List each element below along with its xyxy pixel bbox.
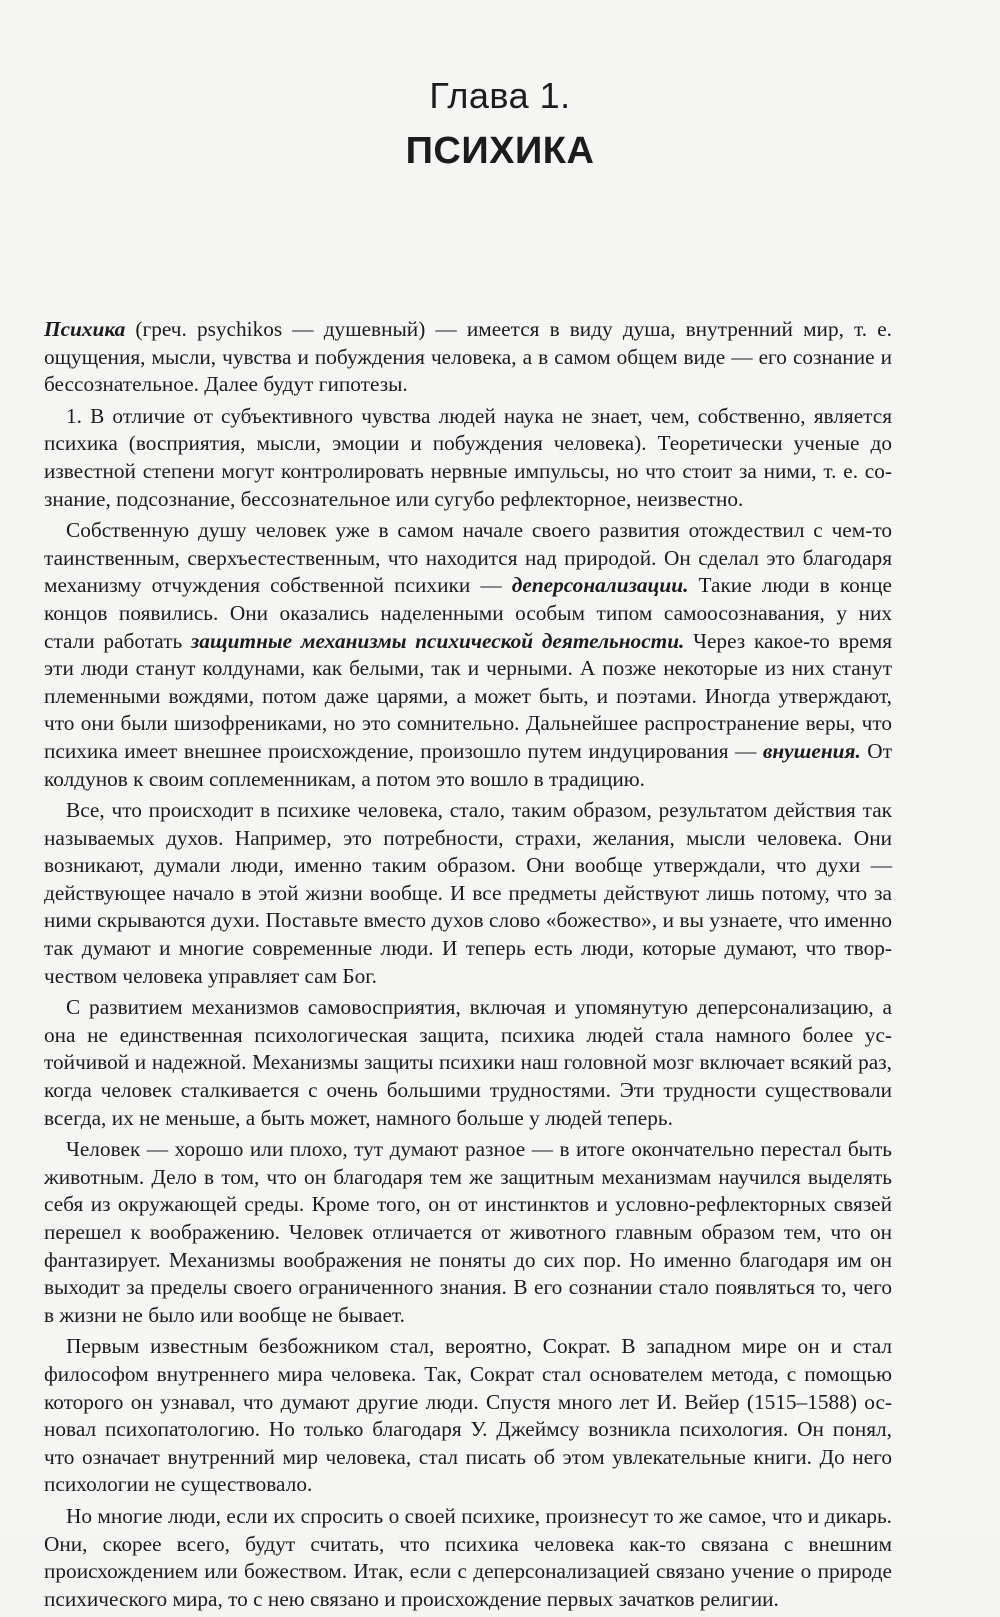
paragraph-definition <box>44 316 892 399</box>
paragraph-text: От колдунов к своим соплеменникам, а потом это вошло в традицию. <box>44 738 892 791</box>
paragraph-3: Все, что происходит в психике человека, стало, таким образом, результатом действия так называемых духов. Например, это потребности, страхи, желания, мысли человека. Они возникают, думали люди, именно таким образом. Они вообще утверждали, что духи — действующее начало в этой жизни вообще. И все предметы действуют лишь потому, что за ними скрываются духи. Поставьте вместо духов слово «божество», и вы узнаете, что именно так думают и многие современные люди. И теперь есть люди, которые думают, что творчеством человека управляет сам Бог. <box>44 798 892 988</box>
term-suggestion: внушения. <box>762 738 861 763</box>
term-depersonalization: деперсонализации. <box>511 573 689 598</box>
paragraph-1: 1. В отличие от субъективного чувства людей наука не знает, чем, собственно, является психика (восприятия, мысли, эмоции и побуждения человека). Теоретически ученые до известной степени могут контролировать нервные импульсы, но что стоит за ними, т. е. сознание, подсознание, бессознательное или сугубо рефлекторное, неизвестно. <box>44 403 892 511</box>
paragraph-text: Такие люди в конце концов появились. Они оказались наделенными особым типом самоосознавания, у них стали работать <box>44 573 892 653</box>
paragraph-text: Собственную душу человек уже в самом начале своего развития отождествил с чем-то таинственным, сверхъестественным, что находится над природой. Он сделал это благодаря механизму отчуждения собственной психики — <box>44 518 892 598</box>
paragraph-5: Человек — хорошо или плохо, тут думают разное — в итоге окончательно перестал быть животным. Дело в том, что он благодаря тем же защитным механизмам научился выделять себя из окружающей среды. Кроме того, он от инстинктов и условно-рефлекторных связей перешел к воображению. Человек отличается от животного главным образом тем, что он фантазирует. Механизмы воображения не поняты до сих пор. Но именно благодаря им он выходит за пределы своего ограниченного знания. В его сознании стало появляться то, чего в жизни не было или вообще не бывает. <box>44 1137 892 1327</box>
paragraph-7: Но многие люди, если их спросить о своей психике, произнесут то же самое, что и дикарь. Они, скорее всего, будут считать, что психика человека как-то связана с внешним происхождением или божеством. Итак, если с деперсонализацией связано учение о природе психического мира, то с нею связано и происхождение первых зачатков религии. <box>44 1503 892 1611</box>
paragraph-4: С развитием механизмов самовосприятия, включая и упомянутую деперсонализацию, а она не единственная психологическая защита, психика людей стала намного более устойчивой и надежной. Механизмы защиты психики наш головной мозг включает всякий раз, когда человек сталкивается с очень большими трудностями. Эти трудности существовали всегда, их не меньше, а быть может, намного больше у людей теперь. <box>44 995 892 1130</box>
paragraph-text: (греч. psychikos — душевный) — имеется в виду душа, внутренний мир, т. е. ощущения, мысли, чувства и побуждения человека, а в самом общем виде — его сознание и бессознательное. Далее будут гипотезы. <box>44 317 892 397</box>
body-text <box>44 316 892 1617</box>
paragraph-6: Первым известным безбожником стал, вероятно, Сократ. В западном мире он и стал философом внутреннего мира человека. Так, Сократ стал основателем метода, с помощью которого он узнавал, что думают другие люди. Спустя много лет И. Вейер (1515–1588) основал психопатологию. Но только благодаря У. Джеймсу возникла психология. Он понял, что означает внутренний мир человека, стал писать об этом увлекательные книги. До него психологии не существовало. <box>44 1334 892 1497</box>
paragraph-text: Через какое-то время эти люди станут колдунами, как белыми, так и черными. А позже некоторые из них станут племенными вождями, потом даже царями, а может быть, и поэтами. Иногда утверждают, что они были шизофрениками, но это сомнительно. Дальнейшее распространение веры, что психика имеет внешнее происхождение, произошло путем индуцирования — <box>44 628 892 763</box>
term-psyche: Психика <box>44 317 126 341</box>
chapter-number: Глава 1. <box>429 75 571 116</box>
paragraph-2 <box>44 517 892 793</box>
chapter-title: ПСИХИКА <box>405 130 595 172</box>
term-defense-mechanisms: защитные механизмы психической деятельности. <box>190 628 685 653</box>
